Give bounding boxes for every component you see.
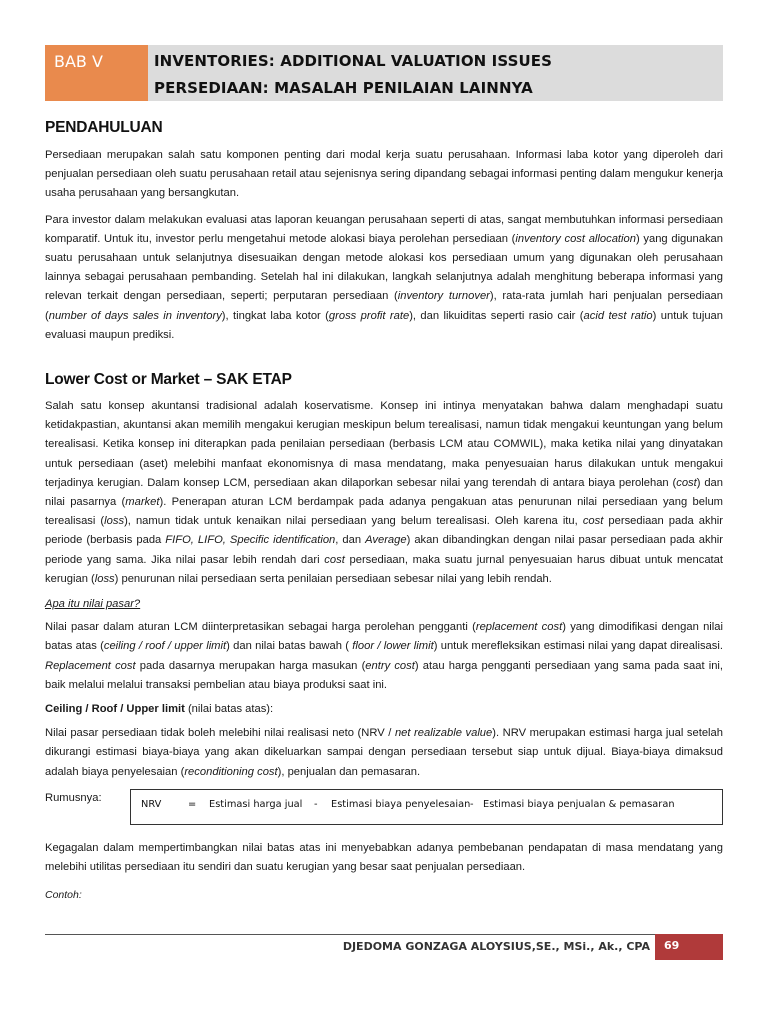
text-run: ) yang dimodifikasi dengan nilai batas atas ( — [45, 621, 723, 653]
footer-author: DJEDOMA GONZAGA ALOYSIUS,SE., MSi., Ak., CPA — [342, 940, 650, 953]
text-run: ) untuk tujuan evaluasi maupun prediksi. — [45, 309, 723, 341]
paragraph-nrv — [45, 724, 723, 782]
text-run: Para investor dalam melakukan evaluasi atas laporan keuangan perusahaan seperti di atas, sangat membutuhkan informasi persediaan komparatif. Untuk itu, investor perlu mengetahui metode alokasi biaya perolehan persediaan ( — [45, 213, 723, 245]
chapter-title-english: INVENTORIES: ADDITIONAL VALUATION ISSUES — [154, 52, 552, 70]
italic-term: reconditioning cost — [184, 765, 278, 778]
paragraph-intro-2 — [45, 211, 723, 345]
text-run: persediaan pada akhir periode (berbasis pada — [45, 515, 723, 547]
formula-minus: - — [470, 798, 474, 810]
text-run: Nilai pasar persediaan tidak boleh melebihi nilai realisasi neto (NRV / — [45, 727, 395, 740]
chapter-number-box — [45, 45, 148, 101]
page-content — [45, 110, 723, 906]
chapter-title-indonesian: PERSEDIAAN: MASALAH PENILAIAN LAINNYA — [154, 79, 533, 97]
formula-term-completion-cost: Estimasi biaya penyelesaian — [331, 798, 471, 810]
text-run: ), penjualan dan pemasaran. — [277, 765, 421, 778]
text-run: persediaan, maka suatu jurnal penyesuaian harus dibuat untuk mencatat kerugian ( — [45, 553, 723, 585]
paragraph-market-value — [45, 618, 723, 695]
footer-divider — [45, 934, 723, 935]
text-run: ). Penerapan aturan LCM berdampak pada adanya pengakuan atas penurunan nilai persediaan yang belum terealisasi ( — [45, 496, 723, 528]
italic-term: number of days sales in inventory — [48, 309, 222, 322]
italic-term: ceiling / roof / upper limit — [103, 640, 227, 653]
text-run: pada dasarnya merupakan harga masukan ( — [135, 659, 366, 672]
italic-term: inventory cost allocation — [515, 232, 636, 245]
text-run: ) yang digunakan suatu perusahaan untuk selanjutnya disesuaikan dengan metode alokasi kos persediaan umum yang digunakan oleh perusahaan lainnya sebagai perusahaan pembanding. Setelah hal ini dilakukan, langkah selanjutnya adalah menghitung beberapa informasi yang relevan terkait dengan persediaan, seperti; perputaran persediaan ( — [45, 232, 723, 303]
text-run: ), namun tidak untuk kenaikan nilai persediaan yang belum terealisasi. Oleh karena itu, — [124, 515, 583, 528]
nrv-formula-row — [45, 789, 723, 829]
italic-term: market — [125, 496, 160, 509]
text-run: Salah satu konsep akuntansi tradisional adalah koservatisme. Konsep ini intinya menyatakan bahwa dalam menghadapi suatu ketidakpastian, akuntansi akan memilih mengakui kerugian meskipun belum terealisasi, namun tidak mengakui keuntungan yang belum terealisasi. Ketika konsep ini diterapkan pada penilaian persediaan (berbasis LCM atau COMWIL), maka ketika nilai yang dinyatakan untuk persediaan (aset) melebihi manfaat ekonomisnya di masa mendatang, maka penyesuaian harus dilakukan untuk mengakui terjadinya kerugian. Dalam konsep LCM, persediaan akan dilaporkan sebesar nilai yang terendah di antara biaya perolehan ( — [45, 400, 723, 489]
italic-term: acid test ratio — [583, 309, 653, 322]
italic-term: cost — [676, 476, 697, 489]
ceiling-term: Ceiling / Roof / Upper limit — [45, 703, 185, 716]
italic-term: cost — [324, 553, 345, 566]
italic-term: floor / lower limit — [352, 640, 434, 653]
chapter-header — [45, 45, 723, 101]
text-run: Nilai pasar dalam aturan LCM diinterpretasikan sebagai harga perolehan pengganti ( — [45, 621, 476, 634]
paragraph-ceiling-failure: Kegagalan dalam mempertimbangkan nilai batas atas ini menyebabkan adanya pembebanan pendapatan di masa mendatang yang melebihi utilitas persediaan itu sendiri dan suatu kerugian yang besar saat penjualan persediaan. — [45, 841, 723, 874]
italic-term: net realizable value — [394, 727, 493, 740]
example-label — [45, 886, 723, 905]
formula-equals: = — [188, 798, 197, 810]
text-run: ) untuk merefleksikan estimasi nilai yang dapat direalisasi. — [433, 640, 723, 653]
section-heading-intro: PENDAHULUAN — [45, 119, 163, 136]
italic-term: gross profit rate — [328, 309, 410, 322]
example-text: Contoh: — [45, 889, 82, 902]
italic-term: loss — [94, 572, 115, 585]
text-run: ), rata-rata jumlah hari penjualan persediaan ( — [45, 290, 723, 322]
subheading-market-value — [45, 595, 723, 614]
text-run: ), tingkat laba kotor ( — [221, 309, 329, 322]
text-run: ). NRV merupakan estimasi harga jual setelah dikurangi estimasi biaya-biaya yang akan dikeluarkan sampai dengan persediaan tersebut siap untuk dijual. Biaya-biaya dimaksud adalah biaya penyelesaian ( — [45, 727, 723, 778]
subheading-ceiling — [45, 700, 723, 719]
chapter-number: BAB V — [54, 52, 103, 71]
formula-label: Rumusnya: — [45, 791, 102, 804]
page-number: 69 — [664, 939, 680, 952]
nrv-formula-box — [130, 789, 723, 825]
italic-term: replacement cost — [475, 621, 563, 634]
page-number-box — [655, 934, 723, 960]
formula-minus: - — [314, 798, 318, 810]
text-run: ) akan dibandingkan dengan nilai pasar persediaan pada akhir periode yang sama. Jika nilai pasar lebih rendah dari — [45, 534, 724, 566]
text-run: ), dan likuiditas seperti rasio cair ( — [409, 309, 584, 322]
formula-nrv: NRV — [141, 798, 162, 810]
italic-term: Average — [365, 534, 407, 547]
formula-term-selling-cost: Estimasi biaya penjualan & pemasaran — [483, 798, 675, 810]
paragraph-intro-1: Persediaan merupakan salah satu komponen penting dari modal kerja suatu perusahaan. Informasi laba kotor yang diperoleh dari penjualan persediaan oleh suatu perusahaan retail atau sejenisnya sering dipandang sebagai informasi penting dalam mengukur kenerja usaha perusahaan yang bersangkutan. — [45, 149, 723, 200]
italic-term: entry cost — [365, 659, 415, 672]
paragraph-lcm-concept — [45, 397, 723, 589]
formula-term-selling-price: Estimasi harga jual — [209, 798, 303, 810]
section-heading-lcm: Lower Cost or Market – SAK ETAP — [45, 371, 292, 389]
text-run: ) dan nilai batas bawah ( — [226, 640, 353, 653]
italic-term: loss — [104, 515, 125, 528]
italic-term: FIFO, LIFO, Specific identification — [165, 534, 336, 547]
italic-term: Replacement cost — [45, 659, 136, 672]
market-value-question: Apa itu nilai pasar? — [45, 598, 141, 611]
text-run: (nilai batas atas): — [184, 703, 274, 716]
italic-term: inventory turnover — [397, 290, 490, 303]
text-run: ) dan nilai pasarnya ( — [45, 476, 724, 509]
text-run: , dan — [335, 534, 366, 547]
text-run: ) atau harga pengganti persediaan yang sama pada saat ini, baik melalui melalui transaksi pembelian atau biaya produksi saat ini. — [45, 659, 724, 691]
italic-term: cost — [582, 515, 604, 528]
text-run: ) penurunan nilai persediaan serta penilaian persediaan sebesar nilai yang lebih rendah. — [114, 572, 552, 585]
